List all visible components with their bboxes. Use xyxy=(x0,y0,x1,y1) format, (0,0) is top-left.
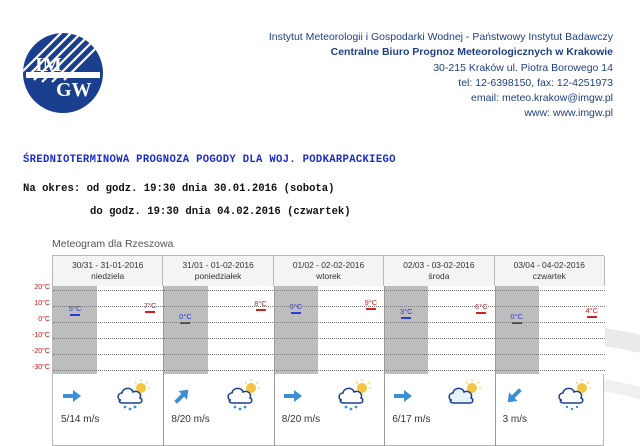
wind-speed: 3 m/s xyxy=(502,414,528,425)
forecast-title: ŚREDNIOTERMINOWA PROGNOZA POGODY DLA WOJ. PODKARPACKIEGO xyxy=(23,154,396,166)
temp-min-mark xyxy=(291,312,301,314)
day-dates: 30/31 - 31-01-2016 xyxy=(72,260,144,270)
wind-speed: 8/20 m/s xyxy=(281,414,321,425)
wind-direction-icon xyxy=(171,388,193,404)
institute-name: Instytut Meteorologii i Gospodarki Wodnej - Państwowy Instytut Badawczy xyxy=(268,31,613,43)
temp-min-label: 5°C xyxy=(68,304,82,313)
day-header xyxy=(274,256,384,286)
day-dates: 03/04 - 04-02-2016 xyxy=(513,260,585,270)
wind-direction-icon xyxy=(61,388,83,404)
temp-max-label: 4°C xyxy=(585,305,599,315)
wind-direction-icon xyxy=(282,388,304,404)
day-band xyxy=(539,286,605,374)
institute-info xyxy=(193,30,613,122)
night-band xyxy=(163,286,207,374)
temperature-gridline xyxy=(53,370,605,371)
temp-max-mark xyxy=(256,309,266,311)
day-weekday: środa xyxy=(428,271,450,281)
night-band xyxy=(495,286,539,374)
y-axis-label: -20°C xyxy=(32,348,50,355)
temp-max-mark xyxy=(587,316,597,318)
temp-min-label: 3°C xyxy=(399,307,413,317)
y-axis-label: 20°C xyxy=(34,284,50,291)
temperature-gridline xyxy=(53,290,605,291)
temperature-gridline xyxy=(53,322,605,323)
wind-speed: 5/14 m/s xyxy=(61,414,100,425)
day-weekday: wtorek xyxy=(316,271,341,281)
temp-min-label: 0°C xyxy=(179,312,192,321)
address: 30-215 Kraków ul. Piotra Borowego 14 xyxy=(433,61,613,74)
temp-max-label: 7°C xyxy=(143,300,157,310)
temp-max-mark xyxy=(476,312,486,314)
logo-text-top: IM xyxy=(35,54,62,76)
day-separator xyxy=(163,286,164,446)
imgw-logo xyxy=(22,32,104,114)
y-axis-label: -30°C xyxy=(32,364,50,371)
cloud-snow-sun-icon xyxy=(555,378,595,412)
night-band xyxy=(53,286,97,374)
day-band xyxy=(428,286,494,374)
day-weekday: niedziela xyxy=(91,271,125,281)
forecast-period-from: Na okres: od godz. 19:30 dnia 30.01.2016 (sobota) xyxy=(23,183,335,195)
email[interactable]: email: meteo.krakow@imgw.pl xyxy=(471,92,613,105)
day-band xyxy=(97,286,163,374)
meteogram xyxy=(52,255,604,446)
meteogram-caption: Meteogram dla Rzeszowa xyxy=(52,238,174,250)
day-dates: 31/01 - 01-02-2016 xyxy=(182,260,254,270)
y-axis-label: -10°C xyxy=(32,332,50,339)
day-dates: 01/02 - 02-02-2016 xyxy=(292,260,365,270)
temp-min-mark xyxy=(401,317,411,319)
cloud-rain-sun-icon xyxy=(224,378,264,412)
day-dates: 02/03 - 03-02-2016 xyxy=(403,260,475,270)
day-separator xyxy=(495,286,496,446)
cloud-sun-icon xyxy=(445,378,485,412)
temp-min-label: 6°C xyxy=(289,302,303,312)
day-separator xyxy=(384,286,385,446)
temp-max-label: 6°C xyxy=(475,302,488,312)
wind-direction-icon xyxy=(392,388,414,404)
wind-direction-icon xyxy=(503,388,525,404)
day-weekday: czwartek xyxy=(532,271,566,281)
temperature-gridline xyxy=(53,338,605,339)
temperature-gridline xyxy=(53,306,605,307)
night-band xyxy=(384,286,428,374)
y-axis-label: 10°C xyxy=(34,300,50,307)
cloud-rain-sun-icon xyxy=(335,378,375,412)
temp-max-label: 8°C xyxy=(254,299,267,309)
day-separator xyxy=(274,286,275,446)
website[interactable]: www: www.imgw.pl xyxy=(524,107,613,120)
temperature-gridline xyxy=(53,354,605,355)
day-header xyxy=(163,256,273,286)
cloud-rain-sun-icon xyxy=(114,378,154,412)
phone-fax: tel: 12-6398150, fax: 12-4251973 xyxy=(458,76,613,89)
day-header xyxy=(495,256,605,286)
forecast-period-to: do godz. 19:30 dnia 04.02.2016 (czwartek) xyxy=(90,206,351,218)
temp-max-mark xyxy=(366,308,376,310)
wind-speed: 8/20 m/s xyxy=(171,414,210,425)
y-axis-label: 0°C xyxy=(38,316,50,323)
bureau-name: Centralne Biuro Prognoz Meteorologicznych w Krakowie xyxy=(330,46,613,59)
temp-max-mark xyxy=(145,311,155,313)
night-band xyxy=(274,286,318,374)
wind-speed: 6/17 m/s xyxy=(392,414,431,425)
day-header xyxy=(53,256,163,286)
temp-max-label: 9°C xyxy=(364,297,378,307)
day-weekday: poniedziałek xyxy=(194,271,242,281)
temp-min-label: 0°C xyxy=(510,312,523,321)
logo-text-bottom: GW xyxy=(56,79,92,101)
day-header xyxy=(384,256,494,286)
temp-min-mark xyxy=(70,314,80,316)
